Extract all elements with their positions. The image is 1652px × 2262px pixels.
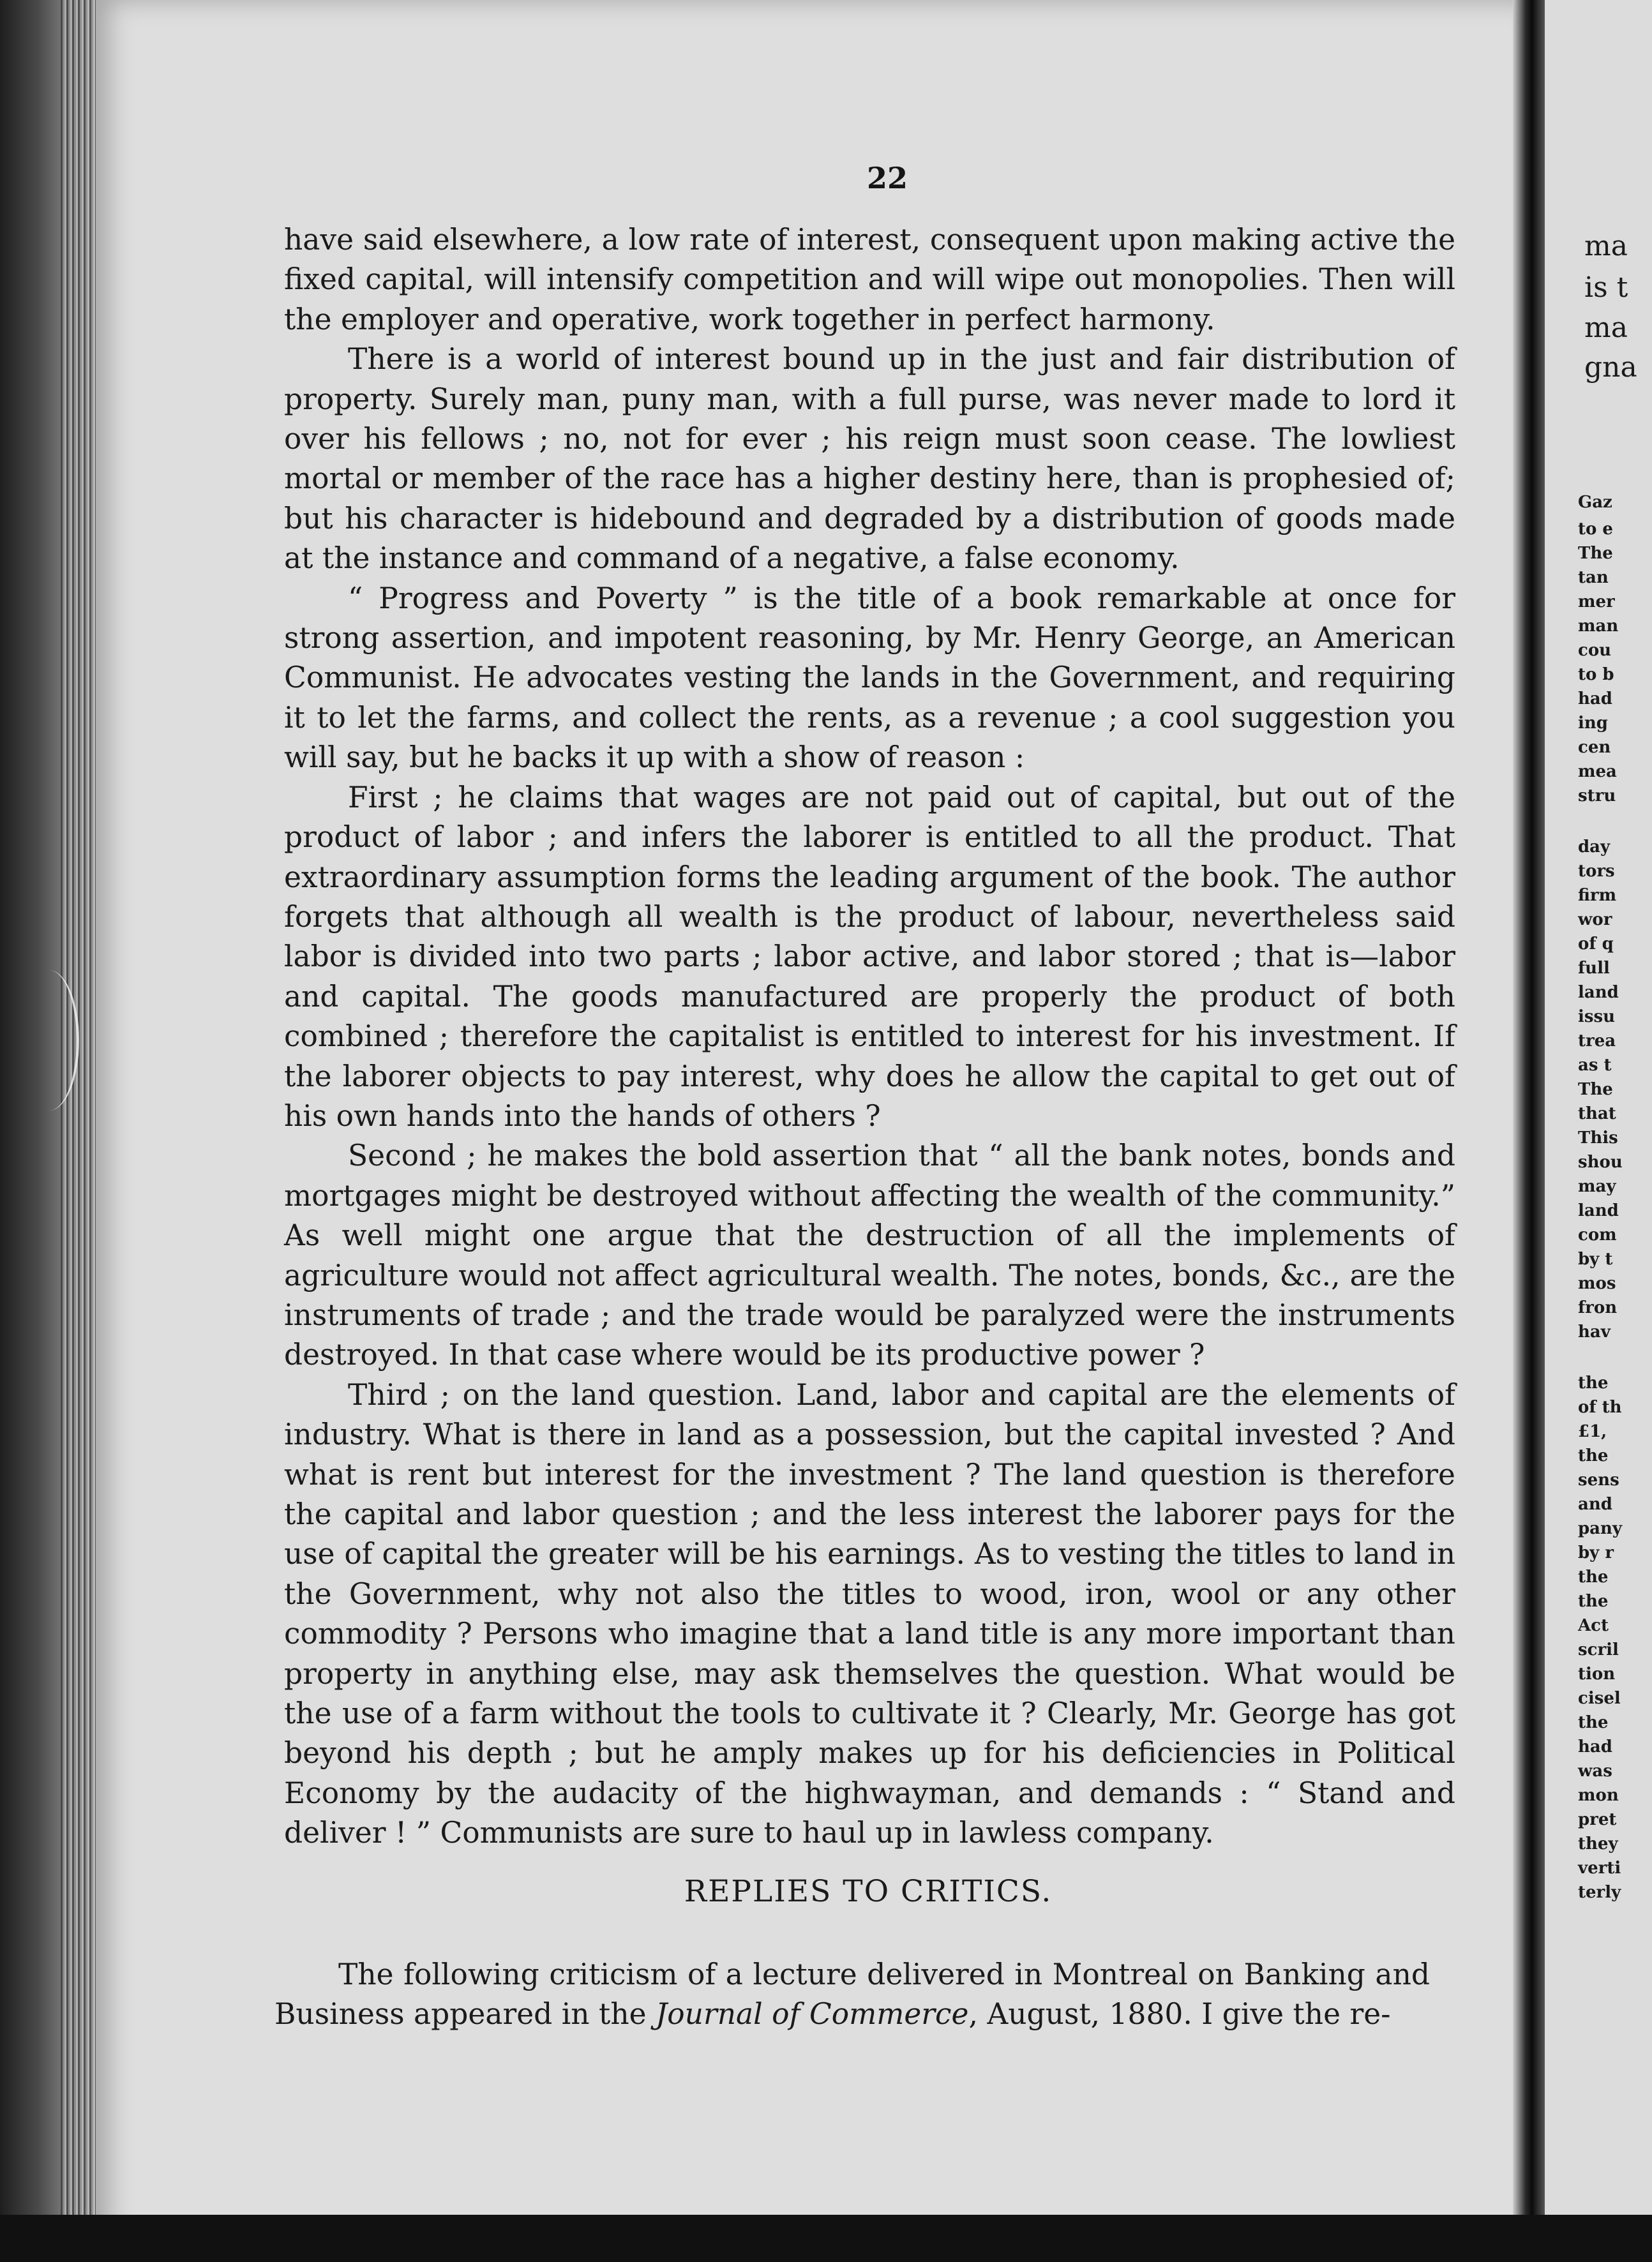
facing-page-line: had [1578, 1737, 1612, 1756]
facing-page-line: land [1578, 983, 1619, 1002]
facing-page-line: of th [1578, 1398, 1622, 1417]
facing-page-line: cisel [1578, 1689, 1621, 1708]
facing-page-line: had [1578, 689, 1612, 708]
facing-page-line: the [1578, 1374, 1609, 1393]
facing-page-line: scril [1578, 1640, 1619, 1659]
facing-page-line: wor [1578, 910, 1612, 929]
facing-page-line: mon [1578, 1786, 1619, 1805]
facing-page-line: the [1578, 1446, 1609, 1465]
facing-page-line: the [1578, 1568, 1609, 1587]
facing-page-line: full [1578, 959, 1610, 978]
facing-page-line: issu [1578, 1007, 1616, 1026]
facing-page-line: by r [1578, 1543, 1614, 1562]
facing-page-line: may [1578, 1177, 1616, 1196]
body-text [284, 220, 1455, 1854]
facing-page-line: by t [1578, 1250, 1613, 1269]
facing-page-line: the [1578, 1713, 1609, 1732]
paragraph-end: , August, 1880. I give the re- [968, 1997, 1391, 2031]
facing-page-line: trea [1578, 1031, 1616, 1051]
facing-page-line: firm [1578, 886, 1617, 905]
facing-page-line: to b [1578, 665, 1614, 684]
facing-page-line: to e [1578, 520, 1613, 539]
facing-page-line: they [1578, 1834, 1618, 1854]
facing-page-line: of q [1578, 934, 1614, 954]
facing-page-line: mer [1578, 592, 1615, 611]
facing-page-line: verti [1578, 1859, 1621, 1878]
facing-page-line: Act [1578, 1616, 1609, 1635]
paragraph: Third ; on the land question. Land, labor and capital are the elements of industry. What is there in land as a possession, but the capital invested ? And what is rent but interest for the investment ? The land question is therefore the capital and labor question ; and the less interest the laborer pays for the use of capital the greater will be his earnings. As to vesting the titles to land in the Government, why not also the titles to wood, iron, wool or any other commodity ? Persons who imagine that a land title is any more important than property in anything else, may ask themselves the question. What would be the use of a farm without the tools to cultivate it ? Clearly, Mr. George has got beyond his depth ; but he amply makes up for his deficiencies in Political Economy by the audacity of the highwayman, and demands : “ Stand and deliver ! ” Communists are sure to haul up in lawless company. [284, 1377, 1455, 1850]
facing-page-line: land [1578, 1201, 1619, 1220]
facing-page-line: cen [1578, 738, 1611, 757]
facing-page-line: shou [1578, 1153, 1623, 1172]
facing-page-line: man [1578, 617, 1619, 636]
journal-title: Journal of Commerce [656, 1997, 969, 2031]
facing-page-line: cou [1578, 641, 1612, 660]
facing-page-line: is t [1584, 271, 1628, 304]
facing-page-line: terly [1578, 1883, 1621, 1902]
facing-page-line: pret [1578, 1810, 1617, 1829]
facing-page-line: Gaz [1578, 493, 1612, 512]
paragraph: There is a world of interest bound up in the just and fair distribution of property. Surely man, puny man, with a full purse, was never made to lord it over his fellows ; no, not for ever ; his reign must soon cease. The lowliest mortal or member of the race has a higher destiny here, than is prophesied of; but his character is hidebound and degraded by a distribution of goods made at the instance and command of a negative, a false economy. [284, 342, 1455, 576]
book-gutter [1513, 0, 1545, 2262]
facing-page-line: tan [1578, 568, 1609, 587]
facing-page-line: day [1578, 837, 1611, 857]
facing-page-line: This [1578, 1128, 1618, 1148]
section-heading: REPLIES TO CRITICS. [684, 1874, 1053, 1909]
paragraph-start: The following criticism of a lecture delivered in Montreal on Banking and Business appeared in the [274, 1958, 1430, 2031]
facing-page-line: £1, [1578, 1422, 1607, 1441]
facing-page-line: hav [1578, 1322, 1611, 1342]
facing-page-line: stru [1578, 786, 1616, 805]
facing-page-line: tors [1578, 862, 1615, 881]
facing-page-line: The [1578, 544, 1613, 563]
margin-mark [19, 970, 79, 1111]
paragraph: Second ; he makes the bold assertion that “ all the bank notes, bonds and mortgages might be destroyed without affecting the wealth of the community.” As well might one argue that the destruction of all the implements of agriculture would not affect agricultural wealth. The notes, bonds, &c., are the instruments of trade ; and the trade would be paralyzed were the instruments destroyed. In that case where would be its productive power ? [284, 1139, 1455, 1372]
facing-page-line: the [1578, 1592, 1609, 1611]
facing-page-line: gna [1584, 351, 1637, 384]
facing-page-line: tion [1578, 1665, 1616, 1684]
facing-page-line: sens [1578, 1471, 1619, 1490]
facing-page-line: The [1578, 1080, 1613, 1099]
facing-page-line: fron [1578, 1298, 1618, 1317]
facing-page-line: that [1578, 1104, 1616, 1123]
facing-page-line: and [1578, 1495, 1612, 1514]
scan-bottom-edge [0, 2215, 1652, 2262]
paragraph: “ Progress and Poverty ” is the title of a book remarkable at once for strong assertion, and impotent reasoning, by Mr. Henry George, an American Communist. He advocates vesting the lands in the Government, and requiring it to let the farms, and collect the rents, as a revenue ; a cool suggestion you will say, but he backs it up with a show of reason : [284, 581, 1455, 775]
facing-page-line: as t [1578, 1056, 1612, 1075]
facing-page-line: mea [1578, 762, 1617, 781]
facing-page-line: ing [1578, 714, 1608, 733]
facing-page-line: was [1578, 1762, 1612, 1781]
facing-page-line: ma [1584, 230, 1628, 262]
paragraph [274, 1955, 1430, 2034]
facing-page-line: com [1578, 1225, 1617, 1245]
facing-page-line: pany [1578, 1519, 1623, 1538]
page-number: 22 [866, 161, 908, 195]
paragraph: have said elsewhere, a low rate of interest, consequent upon making active the fixed capital, will intensify competition and will wipe out monopolies. Then will the employer and operative, work together in perfect harmony. [284, 223, 1455, 336]
final-text [274, 1955, 1430, 2034]
facing-page-line: ma [1584, 311, 1628, 344]
facing-page-line: mos [1578, 1274, 1616, 1293]
paragraph: First ; he claims that wages are not paid out of capital, but out of the product of labor ; and infers the laborer is entitled to all the product. That extraordinary assumption forms the leading argument of the book. The author forgets that although all wealth is the product of labour, nevertheless said labor is divided into two parts ; labor active, and labor stored ; that is—labor and capital. The goods manufactured are properly the product of both combined ; therefore the capitalist is entitled to interest for his investment. If the laborer objects to pay interest, why does he allow the capital to get out of his own hands into the hands of others ? [284, 780, 1455, 1133]
